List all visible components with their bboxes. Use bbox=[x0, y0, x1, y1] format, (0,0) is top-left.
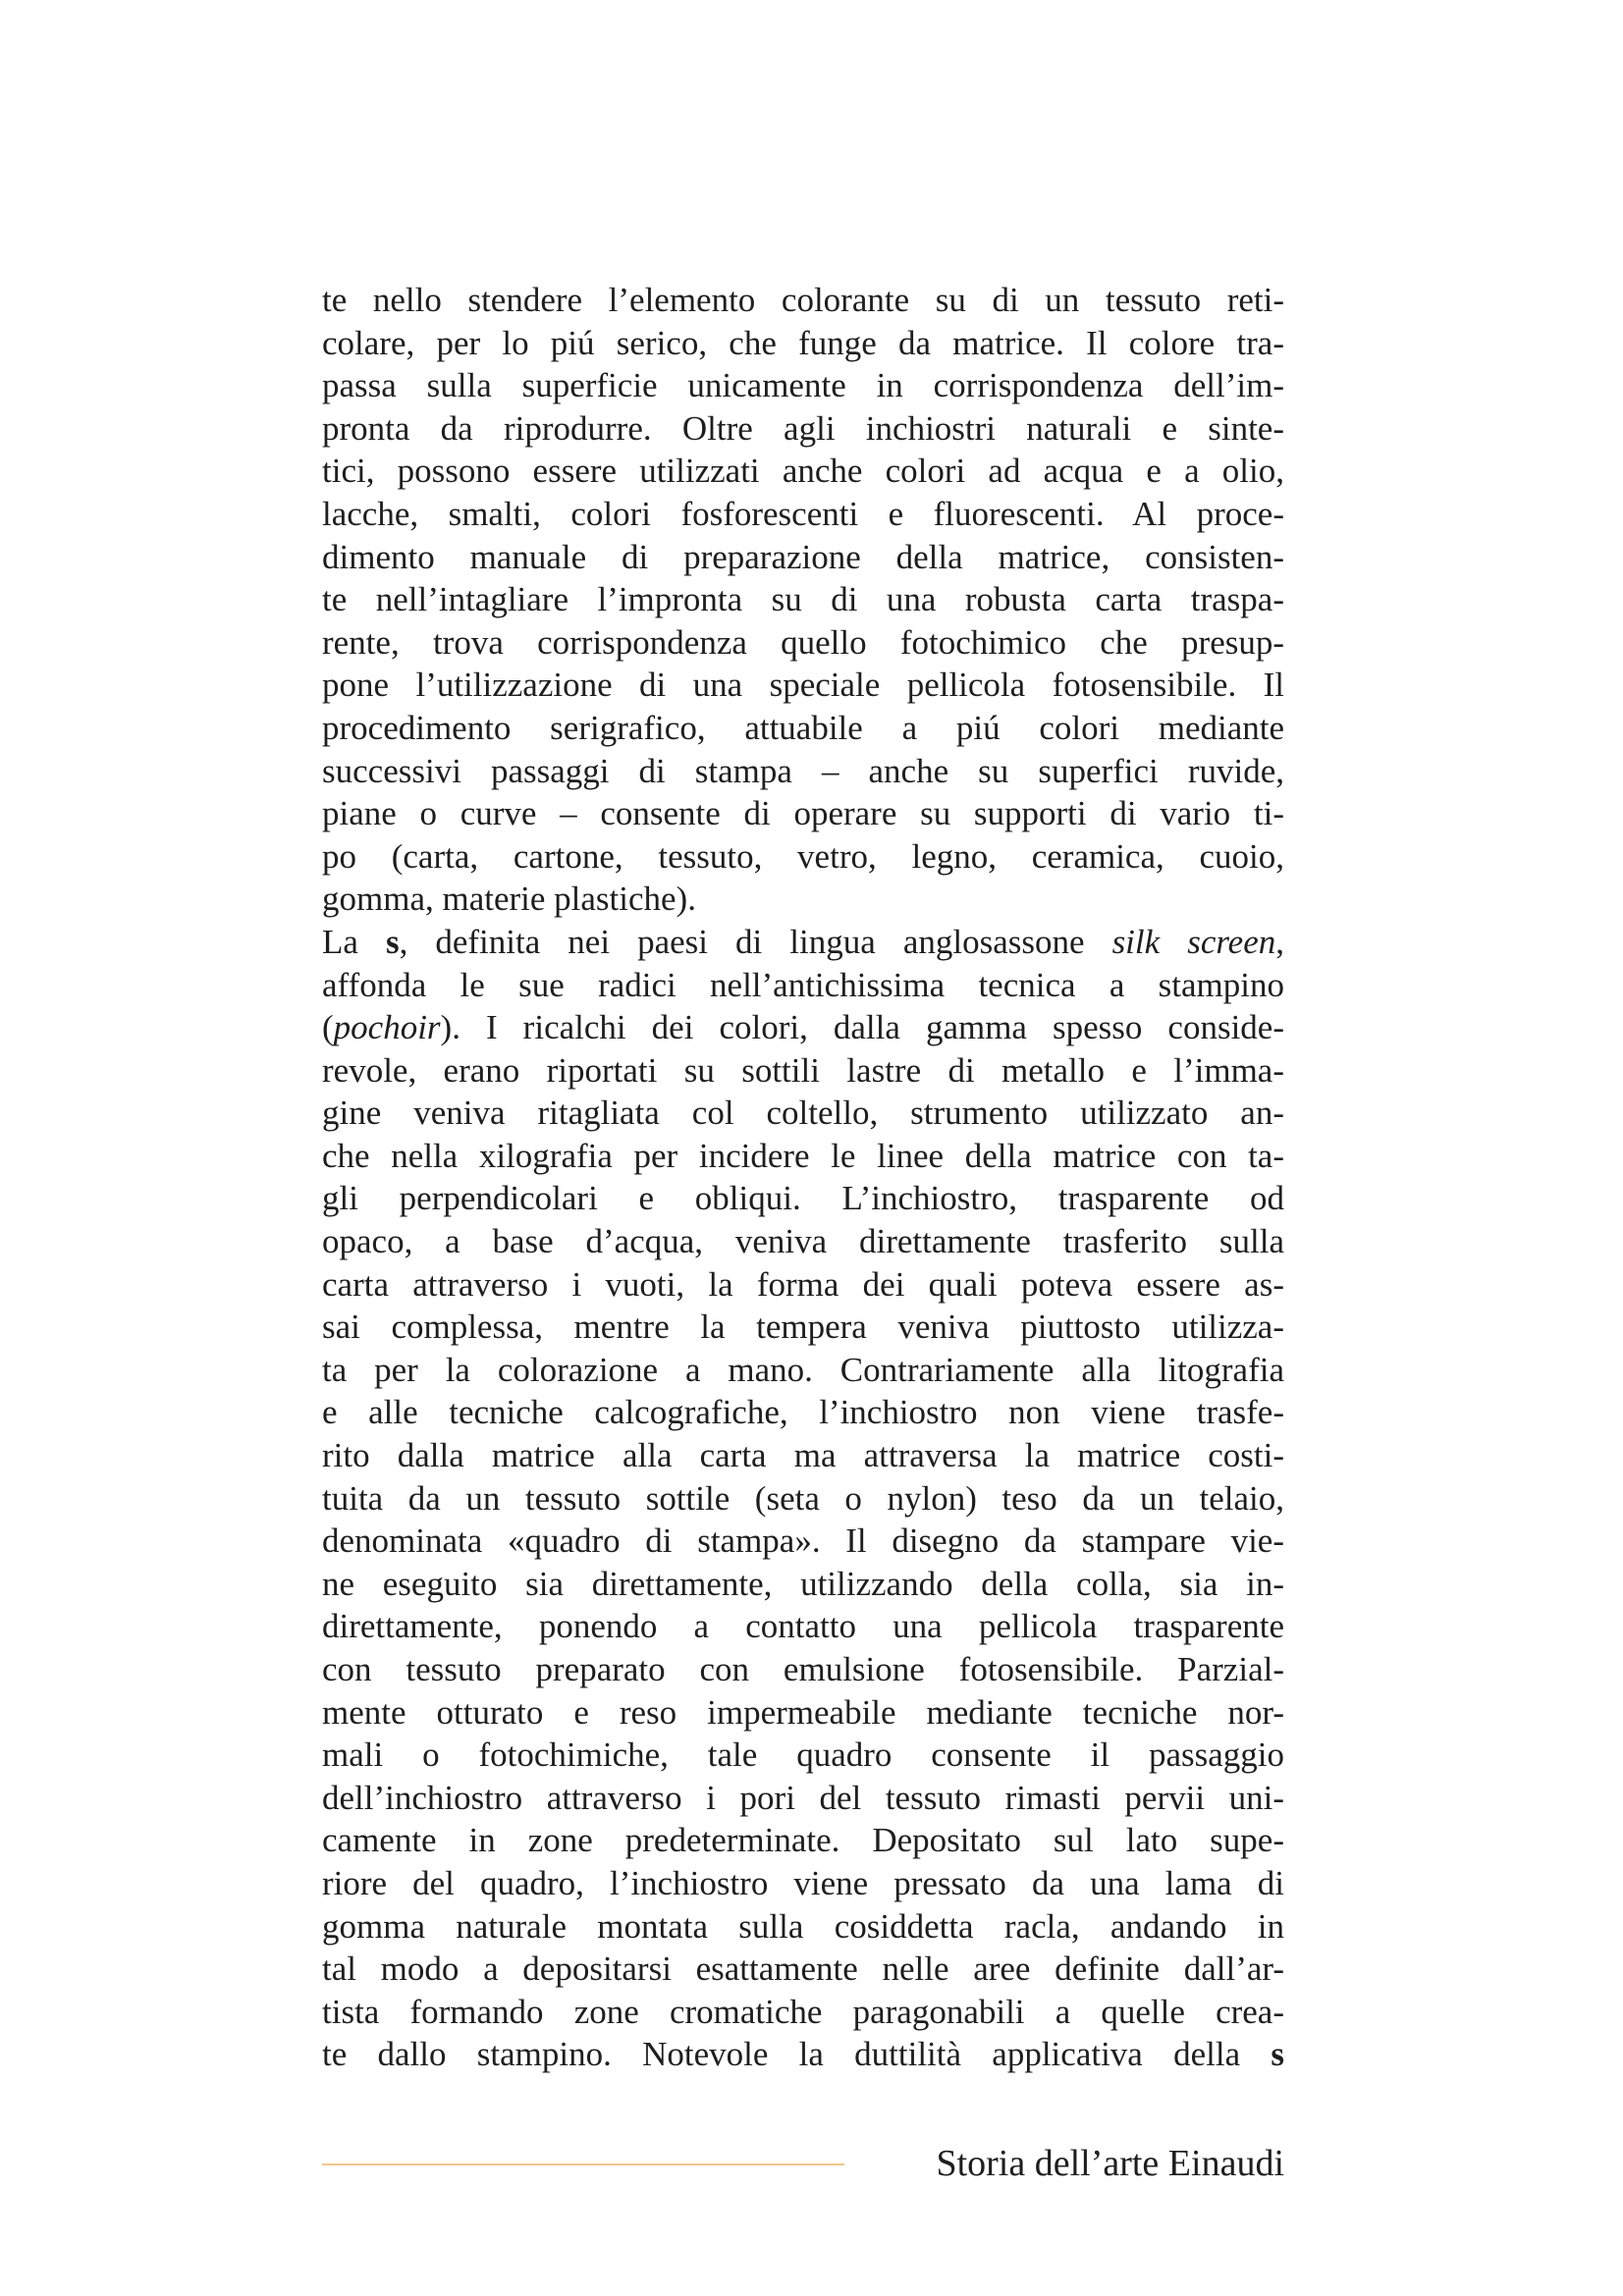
text-line: te nello stendere l’elemento colorante su di un tessuto reti- bbox=[322, 281, 1284, 319]
text-line: mente otturato e reso impermeabile mediante tecniche nor- bbox=[322, 1692, 1284, 1732]
text-line: piane o curve – consente di operare su supporti di vario ti- bbox=[322, 794, 1284, 833]
text-line: e alle tecniche calcografiche, l’inchiostro non viene trasfe- bbox=[322, 1393, 1284, 1432]
text-line: denominata «quadro di stampa». Il disegno da stampare vie- bbox=[322, 1522, 1284, 1561]
text-line: te dallo stampino. Notevole la duttilità applicativa della s bbox=[322, 2035, 1284, 2074]
text-line: pronta da riprodurre. Oltre agli inchiostri naturali e sinte- bbox=[322, 408, 1284, 448]
footer-title: Storia dell’arte Einaudi bbox=[936, 2143, 1284, 2184]
text-line: tici, possono essere utilizzati anche colori ad acqua e a olio, bbox=[322, 452, 1284, 491]
text-line: ta per la colorazione a mano. Contrariamente alla litografia bbox=[322, 1350, 1284, 1389]
text-line: procedimento serigrafico, attuabile a piú colori mediante bbox=[322, 708, 1284, 747]
text-line: tal modo a depositarsi esattamente nelle aree definite dall’ar- bbox=[322, 1949, 1284, 1989]
footer-rule bbox=[322, 2163, 844, 2165]
text-line: successivi passaggi di stampa – anche su superfici ruvide, bbox=[322, 751, 1284, 790]
text-line: mali o fotochimiche, tale quadro consente il passaggio bbox=[322, 1735, 1284, 1775]
text-line: carta attraverso i vuoti, la forma dei quali poteva essere as- bbox=[322, 1264, 1284, 1304]
text-line: direttamente, ponendo a contatto una pellicola trasparente bbox=[322, 1607, 1284, 1646]
text-line: gine veniva ritagliata col coltello, strumento utilizzato an- bbox=[322, 1094, 1284, 1133]
text-line: pone l’utilizzazione di una speciale pellicola fotosensibile. Il bbox=[322, 666, 1284, 705]
text-line: camente in zone predeterminate. Depositato sul lato supe- bbox=[322, 1821, 1284, 1860]
paragraph-start-line: La s, definita nei paesi di lingua anglosassone silk screen, bbox=[322, 922, 1284, 961]
text-line: te nell’intagliare l’impronta su di una robusta carta traspa- bbox=[322, 580, 1284, 619]
text-line: lacche, smalti, colori fosforescenti e fluorescenti. Al proce- bbox=[322, 494, 1284, 533]
text-line: rente, trova corrispondenza quello fotochimico che presup- bbox=[322, 622, 1284, 662]
text-line: affonda le sue radici nell’antichissima tecnica a stampino bbox=[322, 965, 1284, 1004]
text-line: tista formando zone cromatiche paragonabili a quelle crea- bbox=[322, 1992, 1284, 2031]
text-line: rito dalla matrice alla carta ma attraversa la matrice costi- bbox=[322, 1436, 1284, 1475]
text-line: con tessuto preparato con emulsione fotosensibile. Parzial- bbox=[322, 1650, 1284, 1688]
text-line: passa sulla superficie unicamente in corrispondenza dell’im- bbox=[322, 366, 1284, 405]
paragraph-end-line: gomma, materie plastiche). bbox=[322, 880, 696, 919]
text-line: sai complessa, mentre la tempera veniva piuttosto utilizza- bbox=[322, 1308, 1284, 1347]
text-line: po (carta, cartone, tessuto, vetro, legno, ceramica, cuoio, bbox=[322, 836, 1284, 876]
text-line: ne eseguito sia direttamente, utilizzando della colla, sia in- bbox=[322, 1564, 1284, 1603]
text-line: colare, per lo piú serico, che funge da matrice. Il colore tra- bbox=[322, 323, 1284, 362]
text-line: dimento manuale di preparazione della matrice, consisten- bbox=[322, 537, 1284, 576]
text-line: tuita da un tessuto sottile (seta o nylon) teso da un telaio, bbox=[322, 1478, 1284, 1518]
text-line: che nella xilografia per incidere le linee della matrice con ta- bbox=[322, 1136, 1284, 1175]
text-line: revole, erano riportati su sottili lastre di metallo e l’imma- bbox=[322, 1050, 1284, 1090]
text-line: opaco, a base d’acqua, veniva direttamente trasferito sulla bbox=[322, 1222, 1284, 1261]
text-line: riore del quadro, l’inchiostro viene pressato da una lama di bbox=[322, 1863, 1284, 1902]
text-line: gli perpendicolari e obliqui. L’inchiostro, trasparente od bbox=[322, 1179, 1284, 1218]
text-line: (pochoir). I ricalchi dei colori, dalla gamma spesso conside- bbox=[322, 1008, 1284, 1047]
body-text bbox=[322, 279, 1284, 2076]
text-line: gomma naturale montata sulla cosiddetta racla, andando in bbox=[322, 1906, 1284, 1946]
text-line: dell’inchiostro attraverso i pori del tessuto rimasti pervii uni- bbox=[322, 1778, 1284, 1817]
